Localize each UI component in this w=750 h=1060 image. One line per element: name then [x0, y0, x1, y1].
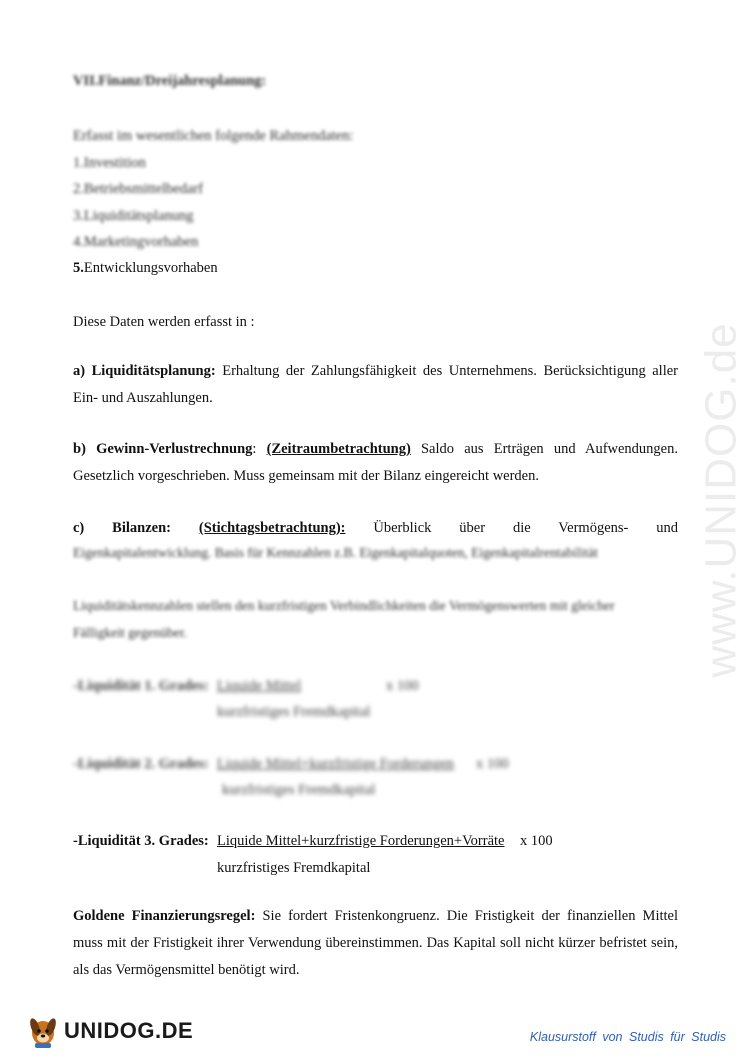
paragraph-text-blurred: Fälligkeit gegenüber.	[73, 625, 187, 640]
paragraph-text: Saldo aus Erträgen und Aufwendungen. Gesetzlich vorgeschrieben. Muss gemeinsam mit der Bilanz eingereicht werden.	[73, 441, 678, 484]
formula-numerator: Liquide Mittel+kurzfristige Forderungen	[217, 756, 454, 772]
term-qualifier: (Stichtagsbetrachtung):	[198, 520, 346, 536]
formula-factor: x 100	[386, 678, 419, 694]
intro-text: Erfasst im wesentlichen folgende Rahmendaten:	[73, 128, 354, 144]
term-qualifier: (Zeitraumbetrachtung)	[266, 441, 411, 457]
term-label: b) Gewinn-Verlustrechnung	[73, 441, 253, 457]
paragraph-balance-sheet	[73, 515, 678, 542]
term-label: Goldene Finanzierungsregel:	[73, 908, 256, 924]
formula-label: -Liquidität 3. Grades:	[73, 833, 209, 849]
logo-text: UNIDOG.DE	[64, 1018, 194, 1043]
formula-denominator: kurzfristiges Fremdkapital	[217, 860, 371, 876]
watermark	[612, 270, 750, 730]
list-item-number: 5.	[73, 260, 84, 276]
section-heading: VII.Finanz/Dreijahresplanung:	[73, 73, 267, 89]
list-item	[73, 259, 218, 277]
paragraph-text-blurred: Eigenkapitalentwicklung. Basis für Kennzahlen z.B. Eigenkapitalquoten, Eigenkapitalrentabilität	[73, 545, 598, 560]
paragraph-text: Überblick über die Vermögens- und	[345, 520, 679, 536]
paragraph-golden-rule	[73, 903, 678, 984]
footer-tagline: Klausurstoff von Studis für Studis	[529, 1030, 726, 1044]
formula-numerator: Liquide Mittel	[217, 678, 302, 694]
formula-factor: x 100	[520, 833, 553, 849]
formula-factor: x 100	[476, 756, 509, 772]
term-label: c) Bilanzen:	[73, 520, 171, 536]
paragraph-text: Sie fordert Fristenkongruenz. Die Fristigkeit der finanziellen Mittel muss mit der Fristigkeit ihrer Verwendung übereinstimmen. Das Kapital soll nicht kürzer befristet sein, als das Vermögensmittel benötigt wird.	[73, 908, 678, 978]
watermark-text: www.UNIDOG.de	[697, 322, 747, 678]
list-item-label: Entwicklungsvorhaben	[83, 260, 218, 276]
formula-denominator: kurzfristiges Fremdkapital	[222, 782, 376, 798]
paragraph-liquidity-planning	[73, 358, 678, 412]
list-item: 1.Investition	[73, 155, 146, 171]
formula-label: -Liquidität 1. Grades:	[73, 678, 209, 694]
formula-numerator: Liquide Mittel+kurzfristige Forderungen+Vorräte	[217, 833, 505, 849]
list-item: 3.Liquiditätsplanung	[73, 208, 194, 224]
list-item: 2.Betriebsmittelbedarf	[73, 181, 204, 197]
footer-logo[interactable]	[26, 1013, 193, 1049]
term-label: a) Liquiditätsplanung:	[73, 363, 216, 379]
formula-label: -Liquidität 2. Grades:	[73, 756, 209, 772]
formula-denominator: kurzfristiges Fremdkapital	[217, 704, 371, 720]
colon: :	[252, 441, 267, 457]
paragraph-profit-loss	[73, 436, 678, 490]
paragraph-text-blurred: Liquiditätskennzahlen stellen den kurzfristigen Verbindlichkeiten die Vermögenswerten mit gleicher	[73, 598, 615, 613]
paragraph-text: Erhaltung der Zahlungsfähigkeit des Unternehmens. Berücksichtigung aller Ein- und Auszahlungen.	[73, 363, 678, 406]
data-intro: Diese Daten werden erfasst in :	[73, 314, 255, 330]
list-item: 4.Marketingvorhaben	[73, 234, 199, 250]
dog-logo-icon	[26, 1013, 60, 1049]
